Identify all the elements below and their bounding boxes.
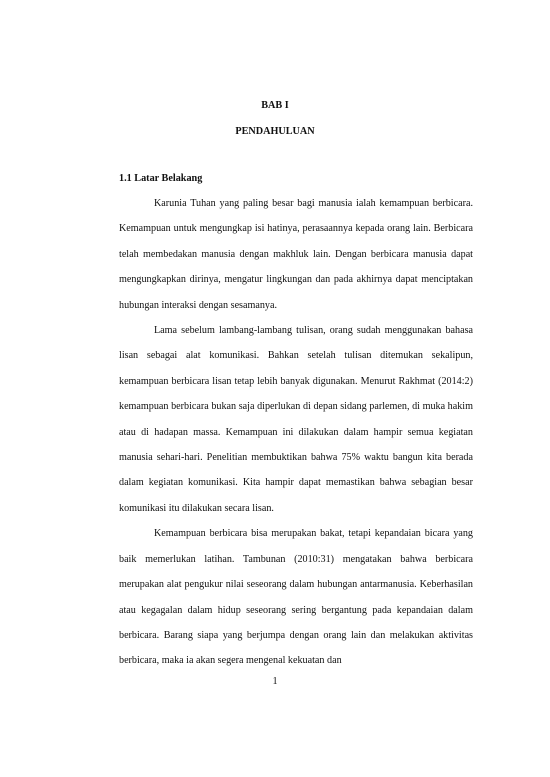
body-text — [119, 191, 473, 674]
chapter-title: PENDAHULUAN — [235, 126, 315, 137]
chapter-number: BAB I — [261, 100, 289, 111]
paragraph-3: Kemampuan berbicara bisa merupakan bakat, tetapi kepandaian bicara yang baik memerlukan latihan. Tambunan (2010:31) mengatakan bahwa berbicara merupakan alat pengukur nilai seseorang dalam hubungan antarmanusia. Keberhasilan atau kegagalan dalam hidup seseorang sering bergantung pada kepandaian dalam berbicara. Barang siapa yang berjumpa dengan orang lain dan melakukan aktivitas berbicara, maka ia akan segera mengenal kekuatan dan — [119, 528, 473, 667]
page-number: 1 — [272, 676, 278, 687]
paragraph-1: Karunia Tuhan yang paling besar bagi manusia ialah kemampuan berbicara. Kemampuan untuk mengungkap isi hatinya, perasaannya kepada orang lain. Berbicara telah membedakan manusia dengan makhluk lain. Dengan berbicara manusia dapat mengungkapkan dirinya, mengatur lingkungan dan pada akhirnya dapat menciptakan hubungan interaksi dengan sesamanya. — [119, 198, 473, 311]
section-heading: 1.1 Latar Belakang — [119, 173, 203, 184]
paragraph-2: Lama sebelum lambang-lambang tulisan, orang sudah menggunakan bahasa lisan sebagai alat komunikasi. Bahkan setelah tulisan ditemukan sekalipun, kemampuan berbicara lisan tetap lebih banyak digunakan. Menurut Rakhmat (2014:2) kemampuan berbicara bukan saja diperlukan di depan sidang parlemen, di muka hakim atau di hadapan massa. Kemampuan ini dilakukan dalam hampir semua kegiatan manusia sehari-hari. Penelitian membuktikan bahwa 75% waktu bangun kita berada dalam kegiatan komunikasi. Kita hampir dapat memastikan bahwa sebagian besar komunikasi itu dilakukan secara lisan. — [119, 325, 473, 514]
